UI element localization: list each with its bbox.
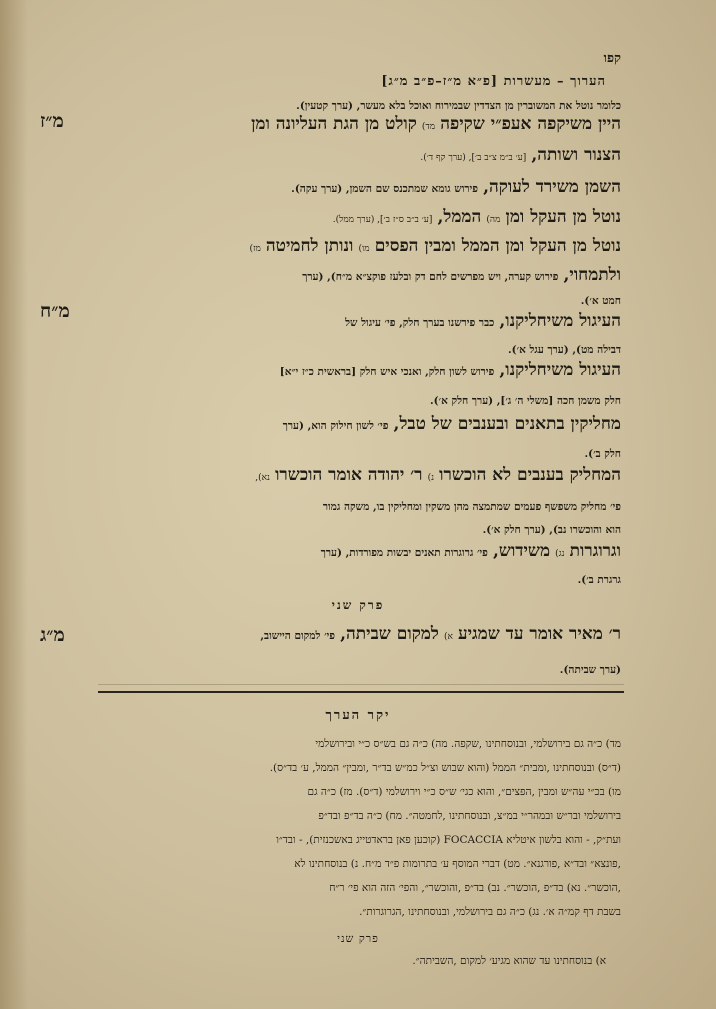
text-line: העיגול משיחליקנו, כבר פירשנו בערך חלק, פי׳ עיגול של [345, 311, 621, 331]
note-line: מד) כ״ה גם בירושלמי, ובנוסחתינו ,שקפה. מה) כ״ה גם בש״ס כ״י ובירושלמי [315, 738, 621, 750]
note-line: ,הוכשר״. נא) בד״פ ,הוכשר״. נב) בד״פ ,והוכשר״, והפי׳ הזה הוא פי׳ ר״ח [329, 882, 621, 894]
text-line: ולתמחוי, פירוש קערה, ויש מפרשים לחם דק ובלעז פוקצ״א מ״ח), (ערך [302, 265, 621, 285]
text-line: דבילה מט), (ערך עגל א׳). [508, 344, 621, 356]
text-line: וגרוגרות נג) משידוש, פי׳ גרוגרות תאנים יבשות מפורדות, (ערך [320, 541, 621, 561]
text-line: היין משיקפה אעפ״י שקיפה מד) קולט מן הגת העליונה ומן [251, 114, 621, 134]
text-line: הוא והוכשרו נב), (ערך חלק א׳). [482, 524, 621, 536]
margin-label-mishna-7: מ״ז [40, 110, 64, 132]
margin-label-mishna-3: מ״ג [40, 624, 65, 646]
text-line: חלק משמן חכה [משלי ה׳ ג׳], (ערך חלק א׳). [430, 395, 621, 407]
page-number: קפו [603, 51, 621, 66]
notes-chapter-heading: פרק שני [337, 932, 379, 945]
binding-shadow [0, 0, 28, 1009]
note-line: א) בנוסחתינו עד שהוא מגיע׳ למקום ,השביתה״. [412, 955, 606, 967]
text-line: המחליק בענבים לא הוכשרו נ) ר׳ יהודה אומר הוכשרו נא), [255, 465, 621, 485]
text-line: חלק ב׳). [584, 448, 621, 460]
chapter-heading: פרק שני [331, 598, 385, 612]
running-head: הערוך – מעשרות [פ״א מ״ז–פ״ב מ״ג] [381, 74, 606, 89]
note-line: (ד״ס) ובנוסחתינו ,ומבית״ הממל (והוא שבוש וצ״ל כמ״ש בד״ר ,ומבין״ הממל, ע׳ בד״ס). [269, 762, 621, 774]
text-line: חמט א׳). [580, 295, 621, 307]
note-line: בשבת דף קמ״ה א׳. נג) כ״ה גם בירושלמי, ובנוסחתינו ,הגרוגרות״. [359, 906, 621, 918]
text-line: גרגרת ב׳). [577, 574, 621, 586]
note-line: בירושלמי ובר״ש ובמהר״י במ״צ, ובנוסחתינו ,לחמטה״. מח) כ״ה בד״פ ובד״פ [318, 810, 621, 822]
notes-divider [98, 691, 624, 693]
text-line: נוטל מן העקל ומן מה) הממל, [ע׳ ב״ב ס״ז ב׳], (ערך ממל). [332, 207, 621, 227]
note-line: ,פונצא״ ובד״א ,פורגנא״. מט) דברי המוסף ע׳ בתרומות פ״ד מ״ח. נ) בנוסחתינו לא [294, 858, 621, 870]
divider-shadow [98, 684, 624, 685]
notes-heading: יקר הערך [325, 708, 391, 723]
text-line: נוטל מן העקל ומן הממל ומבין הפסים מו) ונותן לחמיטה מז) [249, 236, 621, 256]
text-line: העיגול משיחליקנו, פירוש לשון חלק, ואנכי איש חלק [בראשית כ״ז י״א] [279, 360, 621, 380]
text-line: (ערך שביתה). [559, 664, 621, 676]
text-line: ר׳ מאיר אומר עד שמגיע א) למקום שביתה, פי׳ למקום היישוב, [260, 624, 621, 644]
text-line: השמן משירד לעוקה, פירוש גומא שמתכנס שם השמן, (ערך עקה). [291, 177, 621, 197]
text-line: מחליקין בתאנים ובענבים של טבל, פי׳ לשון חילוק הוא, (ערך [282, 414, 621, 434]
text-line: כלומר נוטל את המשוברין מן הצדדין שבמירוח ואוכל בלא מעשר, (ערך קטעין). [296, 100, 621, 112]
text-line: הצנור ושותה, [ע׳ ב״מ צ״ב ב׳], (ערך קף ד׳). [420, 145, 621, 165]
note-line: ועת״ק, - והוא בלשון איטליא FOCACCIA (קוכען פאן בראדטייג באשכנזית), - ובד״ו [276, 834, 621, 846]
note-line: מו) בכ״י עה״ש ומבין ,הפצים״, והוא כגי׳ ש״ס כ״י וירושלמי (ד״ס). מז) כ״ה גם [307, 786, 621, 798]
margin-label-mishna-8: מ״ח [40, 300, 70, 322]
text-line: פי׳ מחליק משפשף פעמים שמתמצה מהן משקין ומחליקין בו, משקה גמור [322, 501, 621, 513]
